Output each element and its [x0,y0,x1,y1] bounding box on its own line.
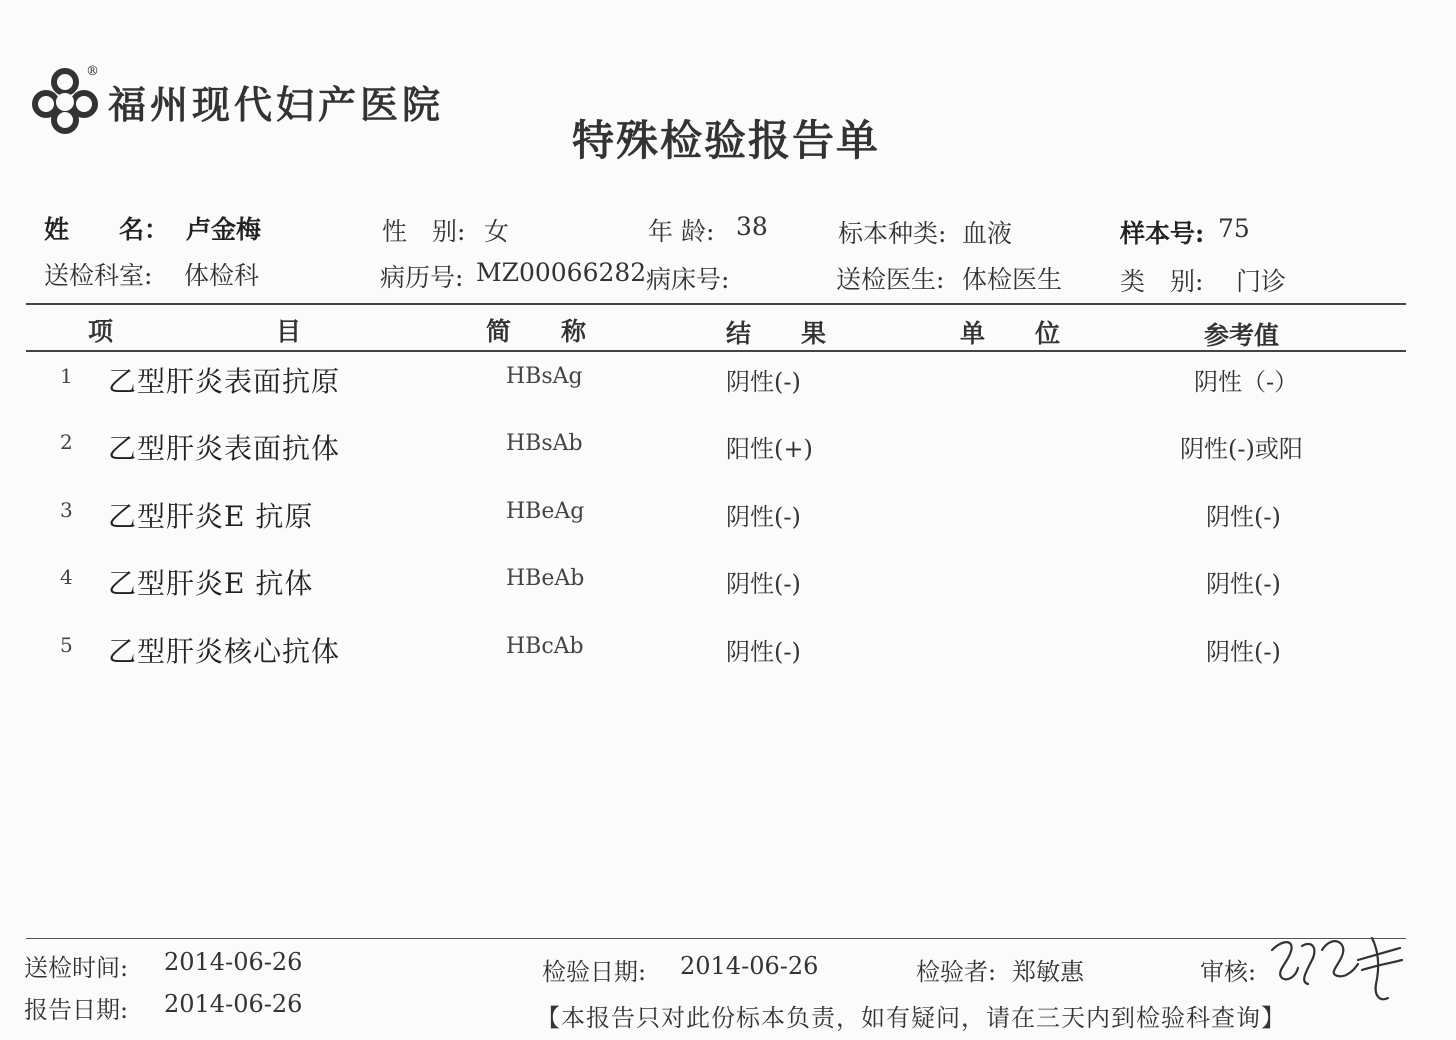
row-test-name: 乙型肝炎表面抗体 [108,432,341,465]
row-result: 阴性(-) [726,503,801,531]
table-top-rule [26,303,1406,305]
row-reference: 阴性(-) [1206,570,1281,598]
row-result: 阴性(-) [726,368,801,396]
category-value: 门诊 [1236,267,1287,296]
row-reference: 阴性(-) [1206,638,1281,666]
row-result: 阳性(+) [726,435,813,463]
report-date: 2014-06-26 [164,990,303,1018]
row-index: 3 [60,498,73,522]
footer-rule [26,938,1406,939]
row-test-name: 乙型肝炎核心抗体 [108,635,341,668]
sex-label: 性 别: [382,217,466,246]
header-ref: 参考值 [1204,321,1280,350]
review-label: 审核: [1200,958,1257,986]
send-time-label: 送检时间: [24,954,129,982]
patient-sex: 女 [484,217,510,246]
record-number: MZ00066282 [476,258,647,287]
header-unit: 单 位 [960,319,1061,348]
row-result: 阴性(-) [726,570,801,598]
row-test-name: 乙型肝炎E 抗体 [108,567,314,600]
table-header-rule [26,350,1406,352]
reviewer-signature [1262,920,1422,1010]
patient-name: 卢金梅 [186,215,262,244]
doctor-name: 体检医生 [962,265,1063,294]
hospital-name: 福州现代妇产医院 [108,82,445,127]
report-title: 特殊检验报告单 [572,116,881,165]
row-abbr: HBeAb [506,566,585,591]
sample-label: 样本号: [1120,219,1205,248]
age-label: 年 龄: [648,217,715,246]
row-index: 1 [60,364,73,388]
name-label: 姓 名： [44,215,170,244]
header-item-b: 目 [276,317,302,346]
test-date-label: 检验日期: [542,958,647,986]
patient-age: 38 [736,212,768,241]
record-label: 病历号: [380,263,464,292]
row-test-name: 乙型肝炎E 抗原 [108,500,314,533]
sample-number: 75 [1218,214,1250,243]
row-abbr: HBeAg [506,499,585,524]
header-item-a: 项 [88,317,114,346]
header-result: 结 果 [726,319,827,348]
row-reference: 阴性(-) [1206,503,1281,531]
row-reference: 阴性（-） [1194,368,1299,396]
tester-label: 检验者: [916,958,997,986]
row-abbr: HBsAg [506,364,583,389]
category-label: 类 别: [1120,267,1204,296]
row-abbr: HBsAb [506,431,583,456]
specimen-label: 标本种类: [838,219,947,248]
specimen-type: 血液 [962,219,1013,248]
bed-label: 病床号: [646,265,730,294]
row-index: 5 [60,633,73,657]
header-abbr: 简 称 [486,317,587,346]
registered-mark: ® [86,64,99,79]
tester-name: 郑敏惠 [1012,958,1084,986]
row-test-name: 乙型肝炎表面抗原 [108,365,341,398]
disclaimer-note: 【本报告只对此份标本负责，如有疑问，请在三天内到检验科查询】 [536,1004,1286,1032]
test-date: 2014-06-26 [680,952,819,980]
dept-label: 送检科室: [44,261,153,290]
doctor-label: 送检医生: [836,265,945,294]
row-reference: 阴性(-)或阳 [1180,435,1303,463]
dept-name: 体检科 [184,261,260,290]
report-date-label: 报告日期: [24,996,129,1024]
row-result: 阴性(-) [726,638,801,666]
send-time: 2014-06-26 [164,948,303,976]
row-abbr: HBcAb [506,634,584,659]
row-index: 4 [60,565,73,589]
row-index: 2 [60,430,73,454]
